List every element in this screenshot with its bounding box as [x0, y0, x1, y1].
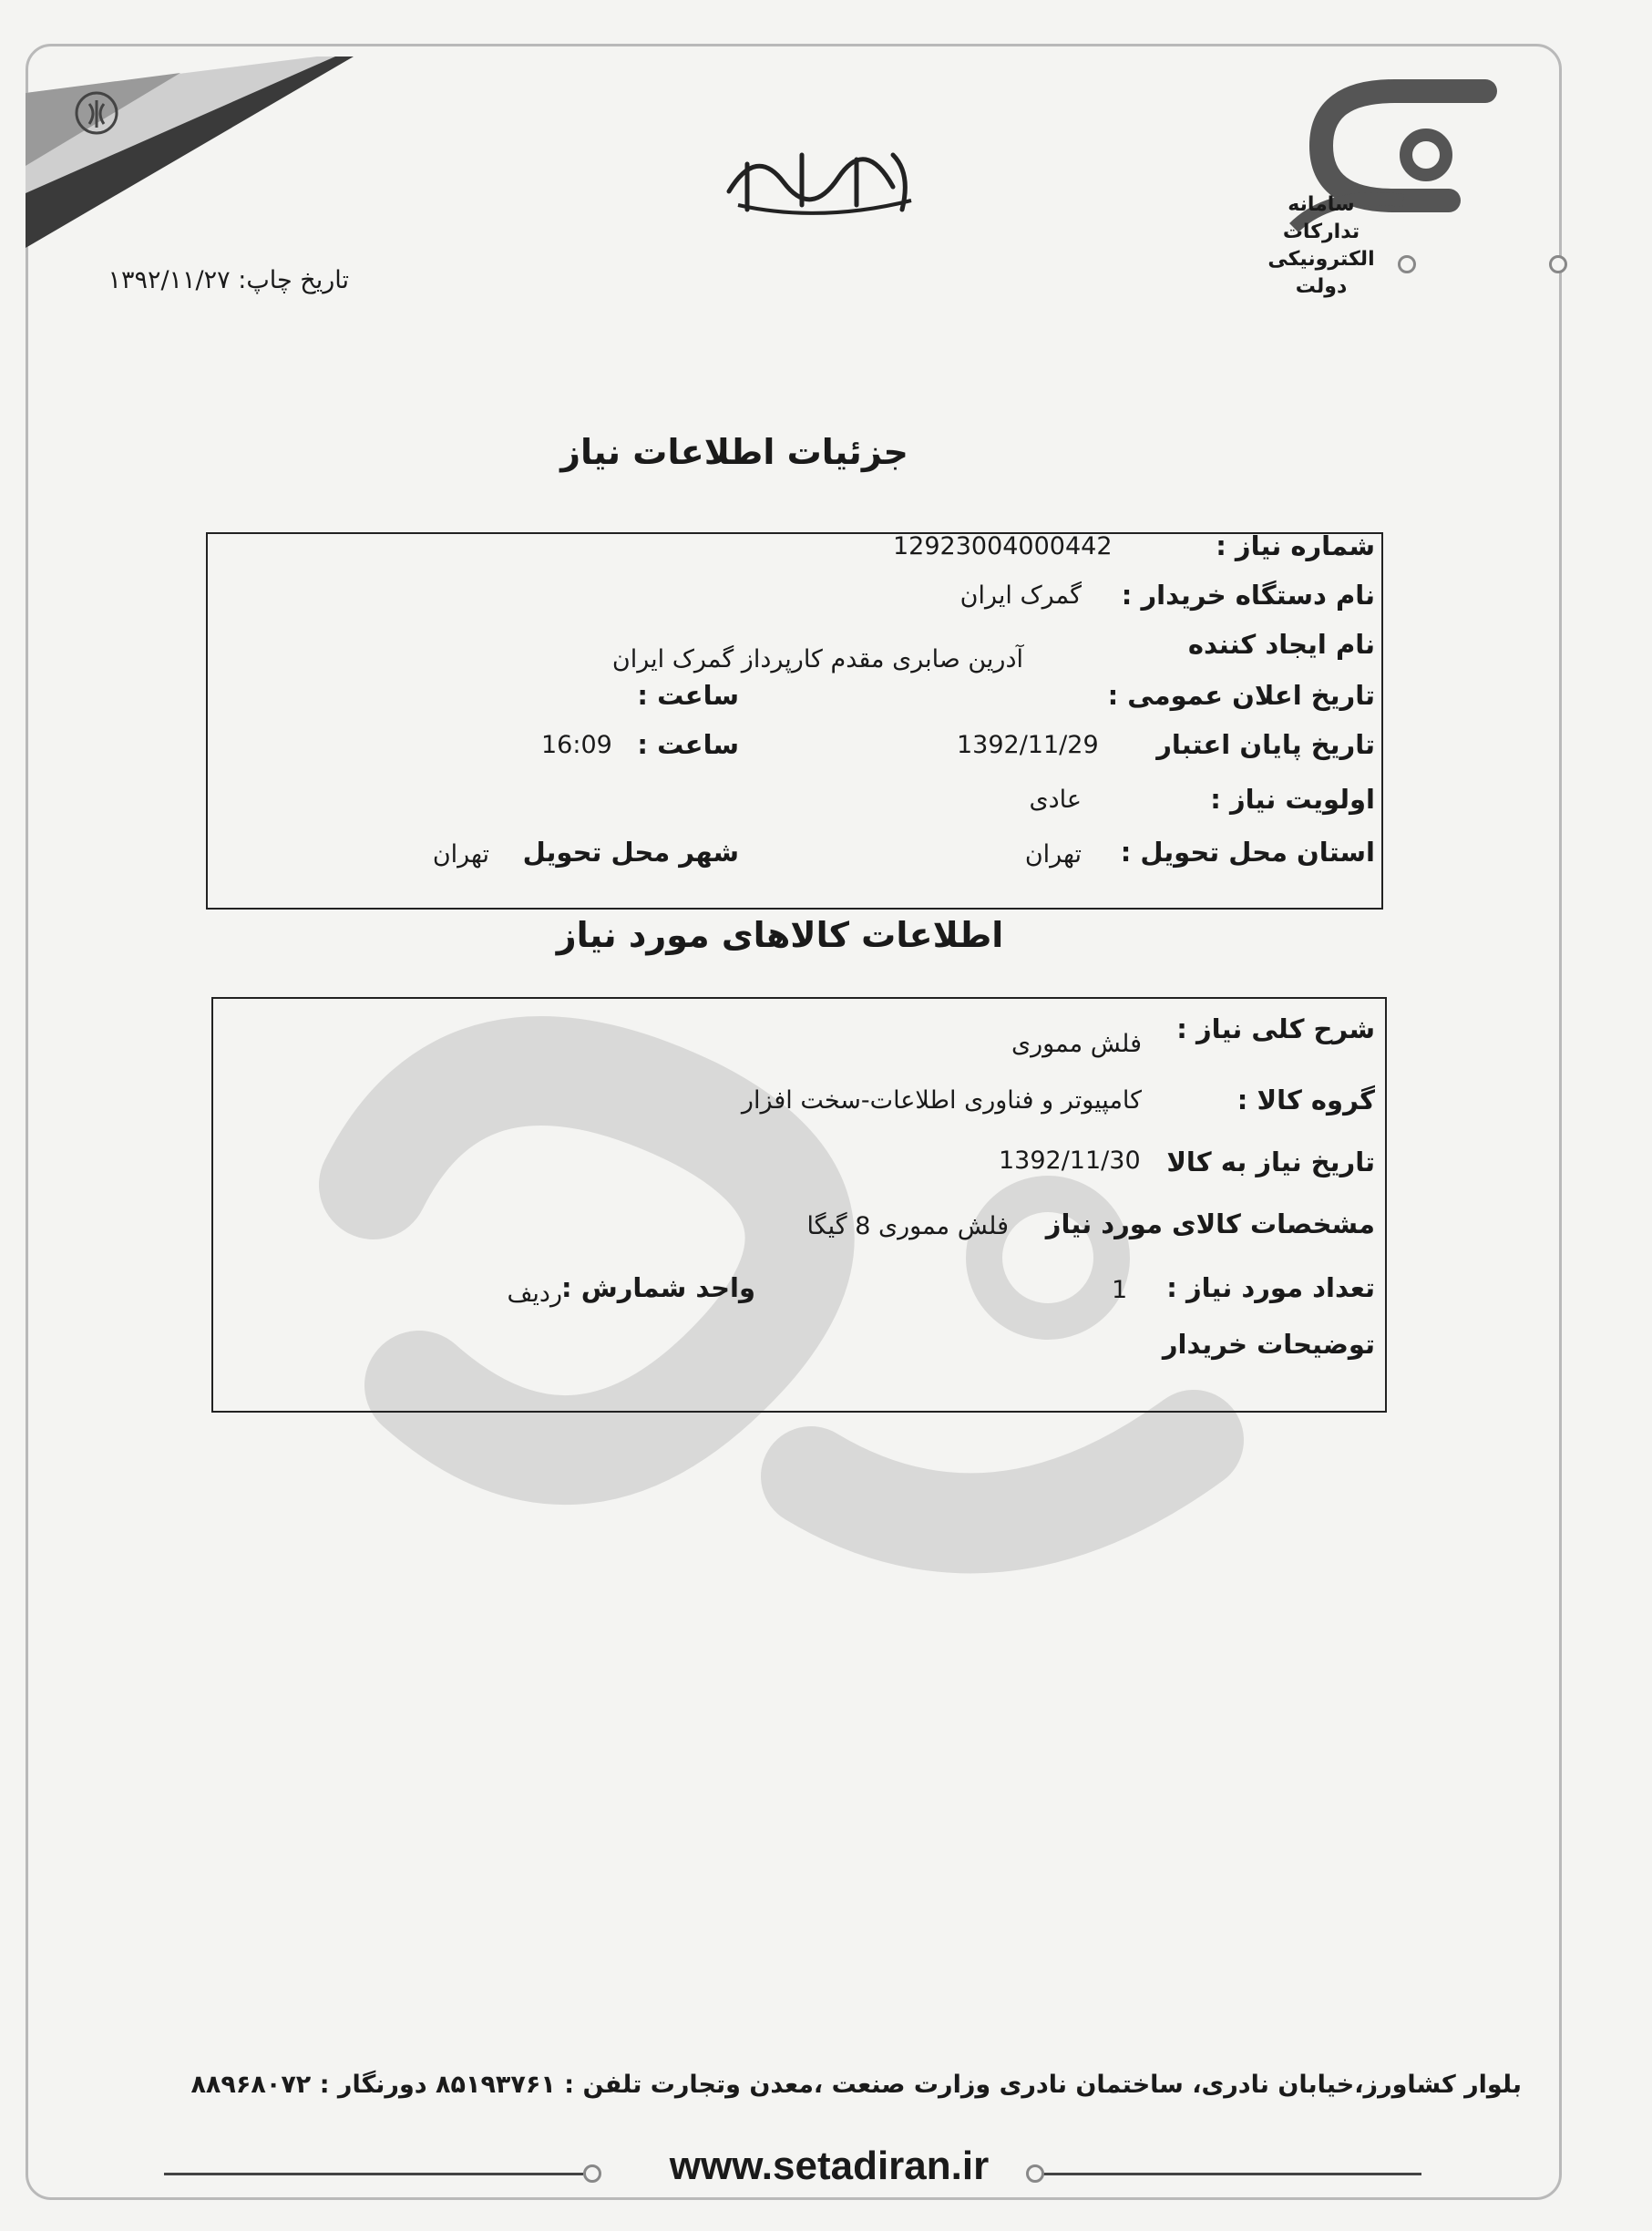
expiry-time-label: ساعت : [637, 729, 739, 760]
need-date-label: تاریخ نیاز به کالا [1166, 1146, 1375, 1177]
city-value: تهران [432, 840, 489, 869]
province-label: استان محل تحویل : [1120, 837, 1375, 868]
print-date: تاریخ چاپ: ۱۳۹۲/۱۱/۲۷ [108, 266, 349, 294]
province-value: تهران [1024, 840, 1082, 869]
section-title-need-details: جزئیات اطلاعات نیاز [560, 432, 908, 472]
website-link[interactable]: www.setadiran.ir [669, 2144, 990, 2188]
expiry-time-value: 16:09 [541, 731, 612, 759]
creator-value: آدرین صابری مقدم کارپرداز گمرک ایران [611, 645, 1023, 673]
city-label: شهر محل تحویل [522, 837, 739, 868]
footer-address: بلوار کشاورز،خیابان نادری، ساختمان نادری وزارت صنعت ،معدن وتجارت تلفن : ۸۵۱۹۳۷۶۱ دورنگار : ۸۸۹۶۸۰۷۲ [190, 2071, 1522, 2099]
frame-dot [1549, 255, 1567, 273]
specs-value: فلش مموری 8 گیگا [806, 1212, 1009, 1240]
need-number-value: 12923004000442 [893, 532, 1113, 560]
creator-label: نام ایجاد کننده [1187, 629, 1375, 660]
unit-value: ردیف [507, 1280, 562, 1308]
footer-dot [583, 2164, 601, 2183]
quantity-value: 1 [1112, 1276, 1128, 1304]
description-value: فلش مموری [1011, 1030, 1142, 1058]
section-title-goods-info: اطلاعات کالاهای مورد نیاز [556, 915, 1004, 955]
priority-value: عادی [1029, 786, 1082, 814]
publish-time-label: ساعت : [637, 680, 739, 711]
description-label: شرح کلی نیاز : [1176, 1013, 1375, 1044]
buyer-value: گمرک ایران [959, 581, 1082, 610]
footer-divider-left [164, 2173, 583, 2175]
need-number-label: شماره نیاز : [1216, 530, 1375, 561]
buyer-notes-label: توضیحات خریدار [1162, 1329, 1375, 1360]
goods-group-label: گروه کالا : [1236, 1085, 1375, 1116]
logo-caption: سامانه تدارکات الکترونیکی دولت [1267, 193, 1375, 298]
buyer-label: نام دستگاه خریدار : [1121, 580, 1375, 611]
iran-flag-emblem [26, 57, 354, 248]
goods-group-value: کامپیوتر و فناوری اطلاعات-سخت افزار [741, 1086, 1142, 1115]
bismillah-calligraphy [711, 128, 929, 228]
publish-date-label: تاریخ اعلان عمومی : [1107, 680, 1375, 711]
footer-dot [1026, 2164, 1044, 2183]
specs-label: مشخصات کالای مورد نیاز [1045, 1208, 1375, 1239]
priority-label: اولویت نیاز : [1210, 784, 1375, 815]
quantity-label: تعداد مورد نیاز : [1166, 1272, 1375, 1303]
need-date-value: 1392/11/30 [999, 1146, 1141, 1175]
footer-divider-right [1039, 2173, 1421, 2175]
expiry-label: تاریخ پایان اعتبار [1156, 729, 1375, 760]
unit-label: واحد شمارش : [561, 1272, 755, 1303]
expiry-date-value: 1392/11/29 [957, 731, 1099, 759]
